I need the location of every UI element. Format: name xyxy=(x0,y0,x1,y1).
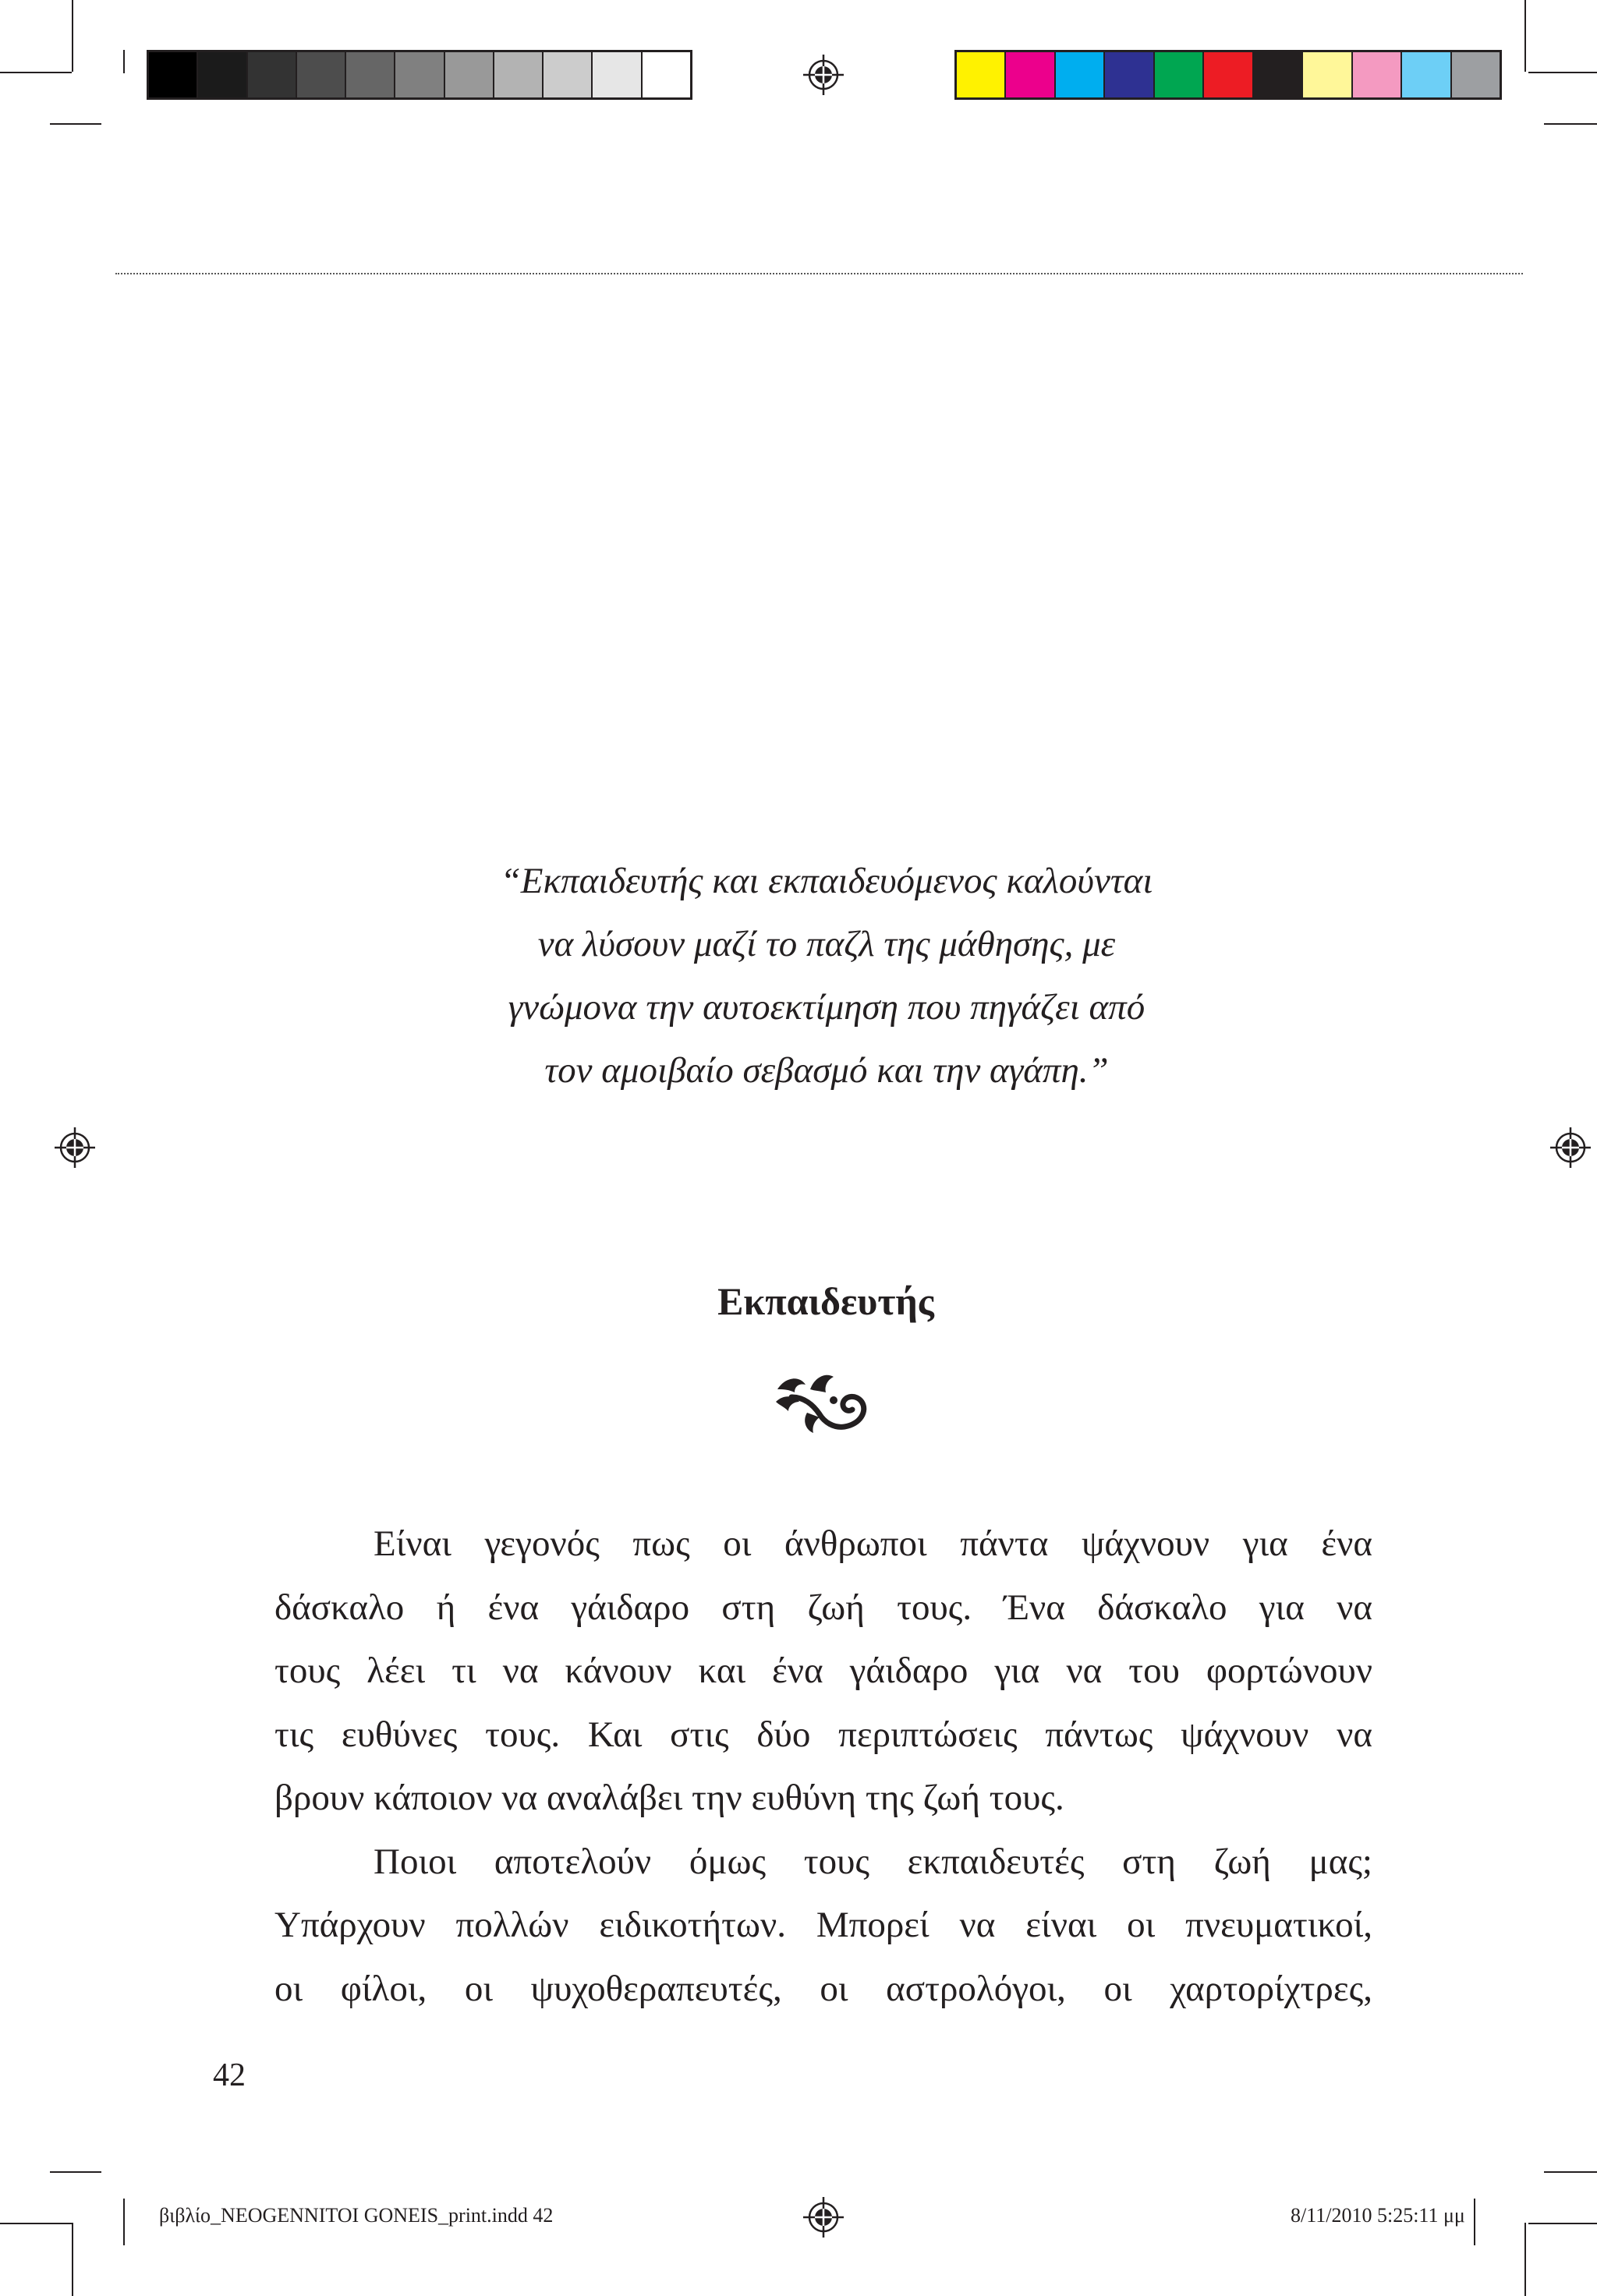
paragraph xyxy=(274,1831,1372,2022)
text-line: βρουν κάποιον να αναλάβει την ευθύνη της ζωή τους. xyxy=(274,1778,1064,1818)
color-swatch xyxy=(346,52,395,97)
quote-line: να λύσουν μαζί το παζλ της μάθησης, με xyxy=(537,924,1116,964)
grayscale-color-bar xyxy=(147,50,692,100)
crop-mark xyxy=(1544,2171,1597,2173)
floral-ornament-icon xyxy=(768,1366,877,1436)
crop-mark xyxy=(72,0,73,72)
slug-datetime: 8/11/2010 5:25:11 μμ xyxy=(1291,2204,1465,2227)
registration-mark-icon xyxy=(1550,1127,1591,1168)
text-line: Υπάρχουν πολλών ειδικοτήτων. Μπορεί να είναι οι πνευματικοί, xyxy=(274,1905,1372,1945)
color-swatch xyxy=(643,52,690,97)
crop-mark xyxy=(0,2223,72,2224)
color-swatch xyxy=(1056,52,1105,97)
color-swatch xyxy=(198,52,247,97)
crop-mark xyxy=(50,123,101,125)
quote-line: “Εκπαιδευτής και εκπαιδευόμενος καλούνται xyxy=(500,861,1153,901)
color-swatch xyxy=(395,52,444,97)
header-dotted-rule xyxy=(115,273,1523,274)
registration-mark-icon xyxy=(803,2197,844,2238)
slug-filename: βιβλίο_NEOGENNITOI GONEIS_print.indd 42 xyxy=(159,2204,554,2227)
color-swatch xyxy=(149,52,198,97)
crop-mark xyxy=(1474,2199,1475,2245)
text-line: δάσκαλο ή ένα γάιδαρο στη ζωή τους. Ένα δάσκαλο για να xyxy=(274,1587,1372,1628)
section-heading: Εκπαιδευτής xyxy=(717,1279,934,1323)
color-swatch xyxy=(494,52,544,97)
quote-line: γνώμονα την αυτοεκτίμηση που πηγάζει από xyxy=(508,987,1146,1028)
crop-mark xyxy=(1528,2223,1597,2224)
color-swatch xyxy=(544,52,593,97)
color-swatch xyxy=(248,52,297,97)
color-swatch xyxy=(1452,52,1500,97)
text-line: Είναι γεγονός πως οι άνθρωποι πάντα ψάχνουν για ένα xyxy=(374,1523,1372,1564)
color-swatch xyxy=(1006,52,1055,97)
color-swatch xyxy=(1155,52,1204,97)
text-line: τις ευθύνες τους. Και στις δύο περιπτώσεις πάντως ψάχνουν να xyxy=(274,1714,1372,1755)
text-line: Ποιοι αποτελούν όμως τους εκπαιδευτές στη ζωή μας; xyxy=(374,1841,1372,1882)
crop-mark xyxy=(1528,72,1597,73)
color-swatch xyxy=(1303,52,1352,97)
quote-line: τον αμοιβαίο σεβασμό και την αγάπη.” xyxy=(544,1050,1109,1091)
color-swatch xyxy=(1402,52,1451,97)
color-swatch xyxy=(957,52,1006,97)
color-swatch xyxy=(445,52,494,97)
color-swatch xyxy=(1105,52,1154,97)
crop-mark xyxy=(0,72,72,73)
text-line: οι φίλοι, οι ψυχοθεραπευτές, οι αστρολόγοι, οι χαρτορίχτρες, xyxy=(274,1968,1372,2009)
color-swatch xyxy=(297,52,346,97)
color-swatch xyxy=(1353,52,1402,97)
registration-mark-icon xyxy=(55,1127,95,1168)
crop-mark xyxy=(1524,2223,1526,2296)
body-text xyxy=(274,1512,1372,2021)
crop-mark xyxy=(1524,0,1526,72)
crop-mark xyxy=(123,50,125,73)
color-swatch xyxy=(1204,52,1253,97)
text-line: τους λέει τι να κάνουν και ένα γάιδαρο για να του φορτώνουν xyxy=(274,1650,1372,1691)
paragraph xyxy=(274,1512,1372,1831)
page-number: 42 xyxy=(213,2057,246,2093)
crop-mark xyxy=(72,2223,73,2296)
crop-mark xyxy=(1544,123,1597,125)
color-swatch xyxy=(593,52,642,97)
color-swatch xyxy=(1254,52,1303,97)
process-color-bar xyxy=(954,50,1502,100)
crop-mark xyxy=(50,2171,101,2173)
registration-mark-icon xyxy=(803,55,844,95)
crop-mark xyxy=(123,2199,125,2245)
epigraph-quote xyxy=(343,850,1310,1102)
